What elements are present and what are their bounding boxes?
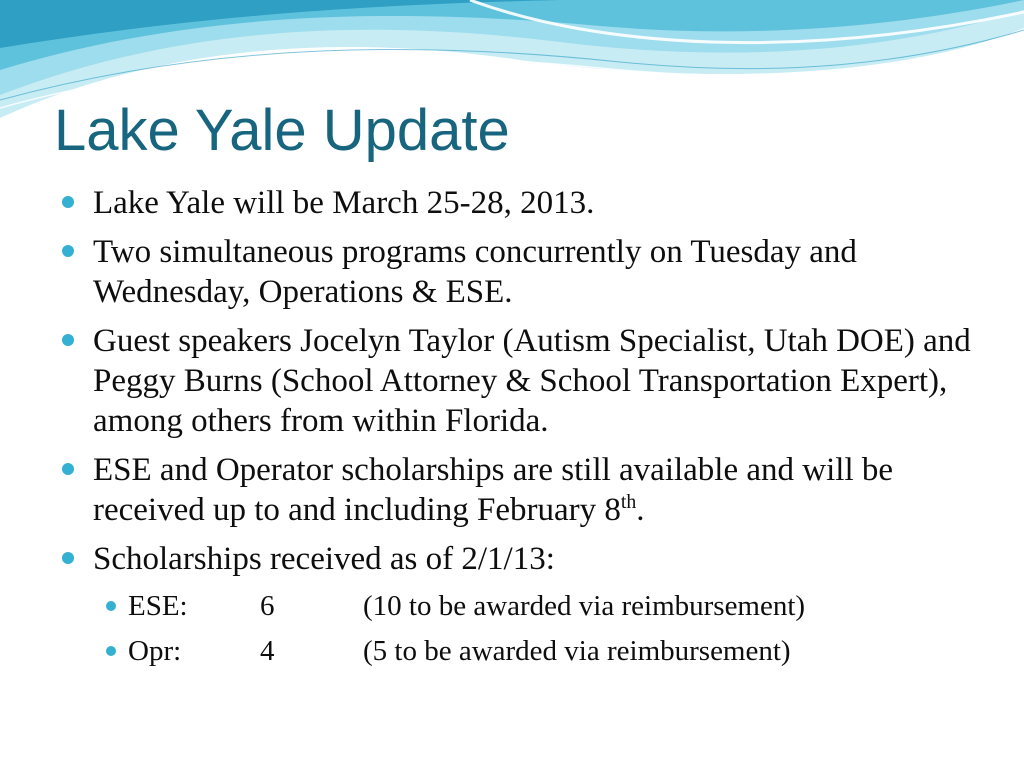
bullet-item xyxy=(58,321,978,441)
bullet-dot-icon xyxy=(62,334,74,346)
bullet-dot-icon xyxy=(106,601,116,611)
bullet-item xyxy=(58,450,978,530)
scholarship-label: ESE: xyxy=(128,590,188,622)
bullet-item xyxy=(58,183,978,223)
bullet-item xyxy=(58,539,978,579)
bullet-text: Two simultaneous programs concurrently on Tuesday and Wednesday, Operations & ESE. xyxy=(93,234,857,310)
bullet-list xyxy=(58,183,978,678)
scholarship-count: 4 xyxy=(260,635,275,667)
bullet-dot-icon xyxy=(62,552,74,564)
slide-title: Lake Yale Update xyxy=(54,98,510,163)
sub-bullet-item xyxy=(98,588,978,624)
bullet-dot-icon xyxy=(62,245,74,257)
bullet-dot-icon xyxy=(106,646,116,656)
bullet-superscript: th xyxy=(620,491,637,513)
bullet-dot-icon xyxy=(62,463,74,475)
bullet-text: Lake Yale will be March 25-28, 2013. xyxy=(93,185,595,221)
scholarship-note: (5 to be awarded via reimbursement) xyxy=(363,635,791,667)
bullet-item xyxy=(58,232,978,312)
scholarship-note: (10 to be awarded via reimbursement) xyxy=(363,590,806,622)
bullet-suffix: . xyxy=(636,492,645,528)
scholarship-label: Opr: xyxy=(128,635,182,667)
bullet-text: Guest speakers Jocelyn Taylor (Autism Specialist, Utah DOE) and Peggy Burns (School Attorney & School Transportation Expert), among others from within Florida. xyxy=(93,323,971,439)
bullet-text: ESE and Operator scholarships are still available and will be received up to and including February 8 xyxy=(93,452,894,528)
scholarship-count: 6 xyxy=(260,590,275,622)
bullet-dot-icon xyxy=(62,196,74,208)
sub-bullet-item xyxy=(98,633,978,669)
bullet-text: Scholarships received as of 2/1/13: xyxy=(93,541,555,577)
